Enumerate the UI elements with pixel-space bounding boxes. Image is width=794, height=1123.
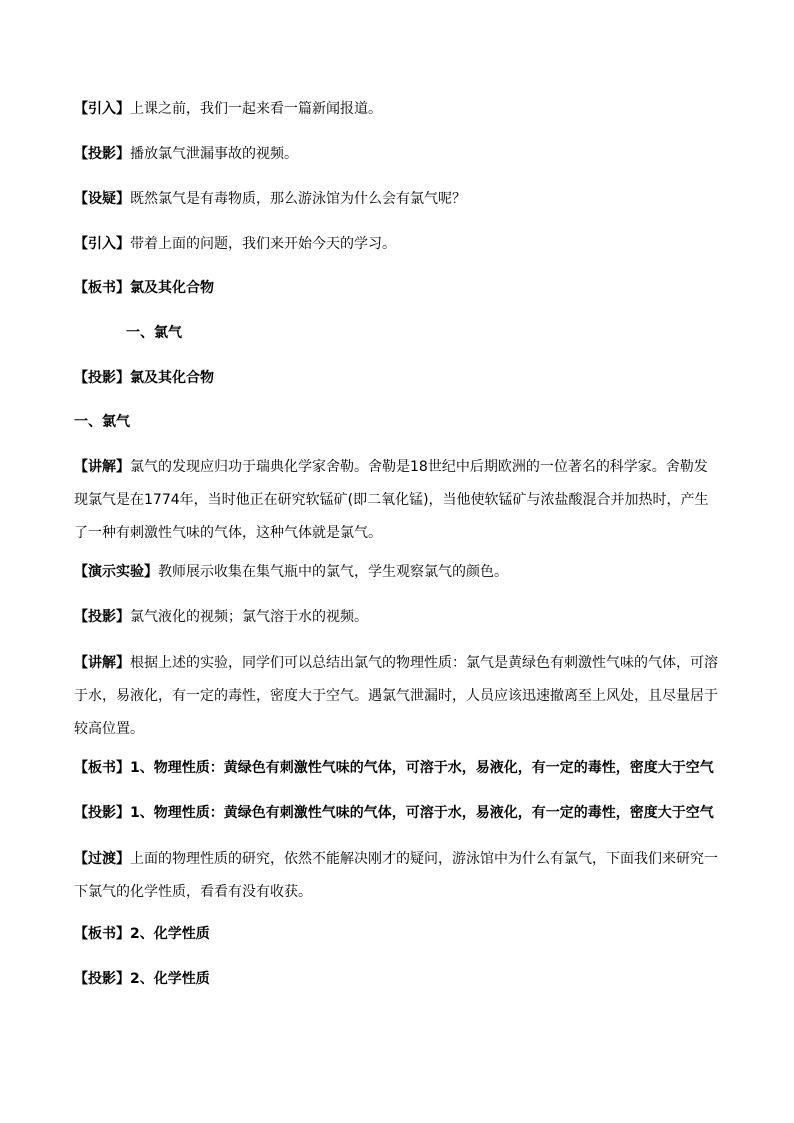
paragraph-projection-videos [74,601,718,634]
paragraph-tag: 【板书】 [74,926,130,942]
paragraph-tag: 【引入】 [74,101,130,117]
paragraph-projection-physical [74,797,718,830]
paragraph-text: 根据上述的实验，同学们可以总结出氯气的物理性质：氯气是黄绿色有刺激性气味的气体，可溶于水，易液化，有一定的毒性，密度大于空气。遇氯气泄漏时，人员应该迅速撤离至上风处，且尽量居于较高位置。 [74,655,718,737]
paragraph-text: 上面的物理性质的研究，依然不能解决刚才的疑问，游泳馆中为什么有氯气，下面我们来研究一下氯气的化学性质，看看有没有收获。 [74,851,718,900]
paragraph-intro-2 [74,228,718,261]
paragraph-explain-discovery [74,451,718,550]
paragraph-board-subtitle [126,317,770,350]
paragraph-text: 教师展示收集在集气瓶中的氯气，学生观察氯气的颜色。 [158,564,508,580]
paragraph-board-chemical [74,918,718,951]
paragraph-tag: 【投影】 [74,971,130,987]
paragraph-text: 上课之前，我们一起来看一篇新闻报道。 [130,101,382,117]
paragraph-text: 氯气液化的视频；氯气溶于水的视频。 [130,609,368,625]
paragraph-tag: 【讲解】 [74,655,130,671]
paragraph-text: 一、氯气 [126,325,182,341]
paragraph-text: 氯气的发现应归功于瑞典化学家舍勒。舍勒是18世纪中后期欧洲的一位著名的科学家。舍勒发现氯气是在1774年，当时他正在研究软锰矿(即二氧化锰)，当他使软锰矿与浓盐酸混合并加热时，产生了一种有刺激性气味的气体，这种气体就是氯气。 [74,459,709,541]
paragraph-tag: 【演示实验】 [74,564,158,580]
paragraph-text: 一、氯气 [74,414,130,430]
paragraph-tag: 【引入】 [74,236,130,252]
paragraph-text: 1、物理性质：黄绿色有刺激性气味的气体，可溶于水，易液化，有一定的毒性，密度大于空气 [130,805,714,821]
paragraph-tag: 【投影】 [74,805,130,821]
paragraph-text: 2、化学性质 [130,971,210,987]
paragraph-text: 氯及其化合物 [130,370,214,386]
paragraph-intro-1 [74,93,718,126]
paragraph-board-physical [74,752,718,785]
paragraph-tag: 【板书】 [74,760,130,776]
paragraph-text: 播放氯气泄漏事故的视频。 [130,146,298,162]
paragraph-tag: 【投影】 [74,370,130,386]
paragraph-tag: 【投影】 [74,146,130,162]
paragraph-tag: 【过渡】 [74,851,130,867]
paragraph-tag: 【设疑】 [74,191,130,207]
paragraph-tag: 【投影】 [74,609,130,625]
paragraph-text: 氯及其化合物 [130,280,214,296]
paragraph-text: 带着上面的问题，我们来开始今天的学习。 [130,236,396,252]
paragraph-tag: 【讲解】 [74,459,130,475]
paragraph-projection-1 [74,138,718,171]
paragraph-demo-experiment [74,556,718,589]
paragraph-text: 1、物理性质：黄绿色有刺激性气味的气体，可溶于水，易液化，有一定的毒性，密度大于空气 [130,760,714,776]
paragraph-projection-title [74,362,718,395]
paragraph-text: 2、化学性质 [130,926,210,942]
paragraph-explain-properties [74,647,718,746]
paragraph-text: 既然氯气是有毒物质，那么游泳馆为什么会有氯气呢？ [130,191,466,207]
paragraph-question [74,183,718,216]
section-heading-chlorine [74,406,718,439]
paragraph-transition [74,843,718,909]
paragraph-tag: 【板书】 [74,280,130,296]
paragraph-projection-chemical [74,963,718,996]
paragraph-board-title [74,272,718,305]
